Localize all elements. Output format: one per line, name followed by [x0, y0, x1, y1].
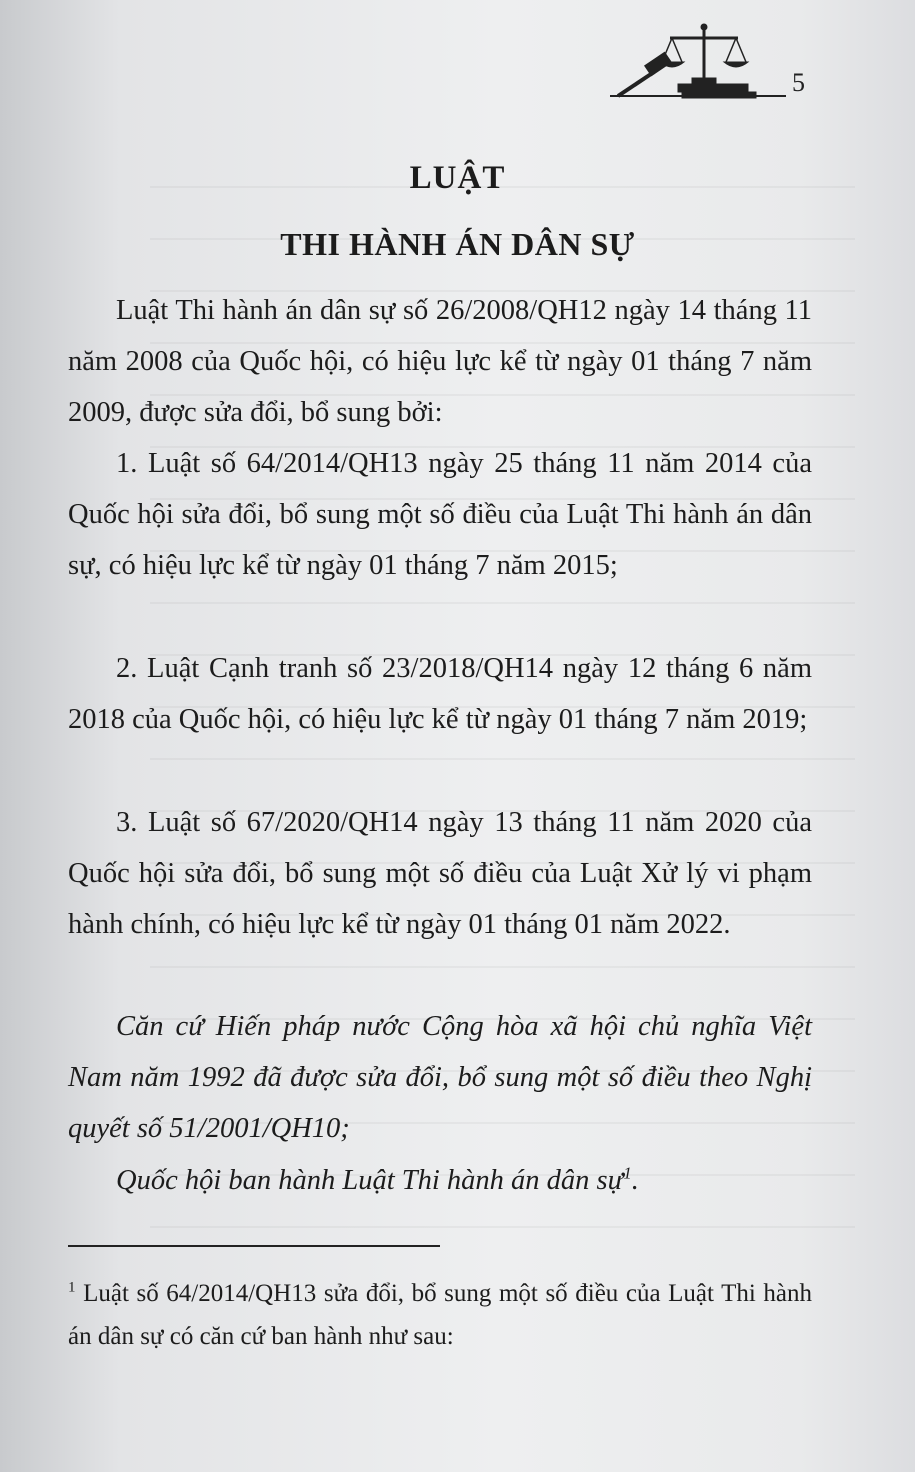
footnote-reference[interactable]: 1 — [623, 1163, 632, 1183]
scales-of-justice-gavel-icon — [612, 18, 782, 102]
amendment-3: 3. Luật số 67/2020/QH14 ngày 13 tháng 11 năm 2020 của Quốc hội sửa đổi, bổ sung một số điều của Luật Xử lý vi phạm hành chính, có hiệu lực kể từ ngày 01 tháng 01 năm 2022. — [68, 807, 812, 940]
page-subtitle: THI HÀNH ÁN DÂN SỰ — [280, 226, 635, 262]
footnote-text: Luật số 64/2014/QH13 sửa đổi, bổ sung một số điều của Luật Thi hành án dân sự có căn cứ ban hành như sau: — [68, 1280, 812, 1350]
intro-paragraph: Luật Thi hành án dân sự số 26/2008/QH12 ngày 14 tháng 11 năm 2008 của Quốc hội, có hiệu lực kể từ ngày 01 tháng 7 năm 2009, được sửa đổi, bổ sung bởi: — [68, 295, 812, 428]
enactment-end: . — [631, 1165, 639, 1196]
page-title: LUẬT — [409, 160, 506, 196]
page-number: 5 — [792, 68, 805, 97]
footnote-marker: 1 — [68, 1279, 76, 1296]
header-rule — [610, 95, 786, 97]
amendment-2: 2. Luật Cạnh tranh số 23/2018/QH14 ngày 12 tháng 6 năm 2018 của Quốc hội, có hiệu lực kể từ ngày 01 tháng 7 năm 2019; — [68, 653, 812, 735]
enactment-text: Quốc hội ban hành Luật Thi hành án dân sự — [116, 1165, 624, 1196]
amendment-1: 1. Luật số 64/2014/QH13 ngày 25 tháng 11 năm 2014 của Quốc hội sửa đổi, bổ sung một số điều của Luật Thi hành án dân sự, có hiệu lực kể từ ngày 01 tháng 7 năm 2015; — [68, 448, 812, 581]
enactment-paragraph — [68, 1155, 812, 1206]
footnote — [68, 1272, 812, 1358]
legal-basis-paragraph: Căn cứ Hiến pháp nước Cộng hòa xã hội chủ nghĩa Việt Nam năm 1992 đã được sửa đổi, bổ sung một số điều theo Nghị quyết số 51/2001/QH10; — [68, 1011, 812, 1144]
footnote-rule — [68, 1245, 440, 1247]
